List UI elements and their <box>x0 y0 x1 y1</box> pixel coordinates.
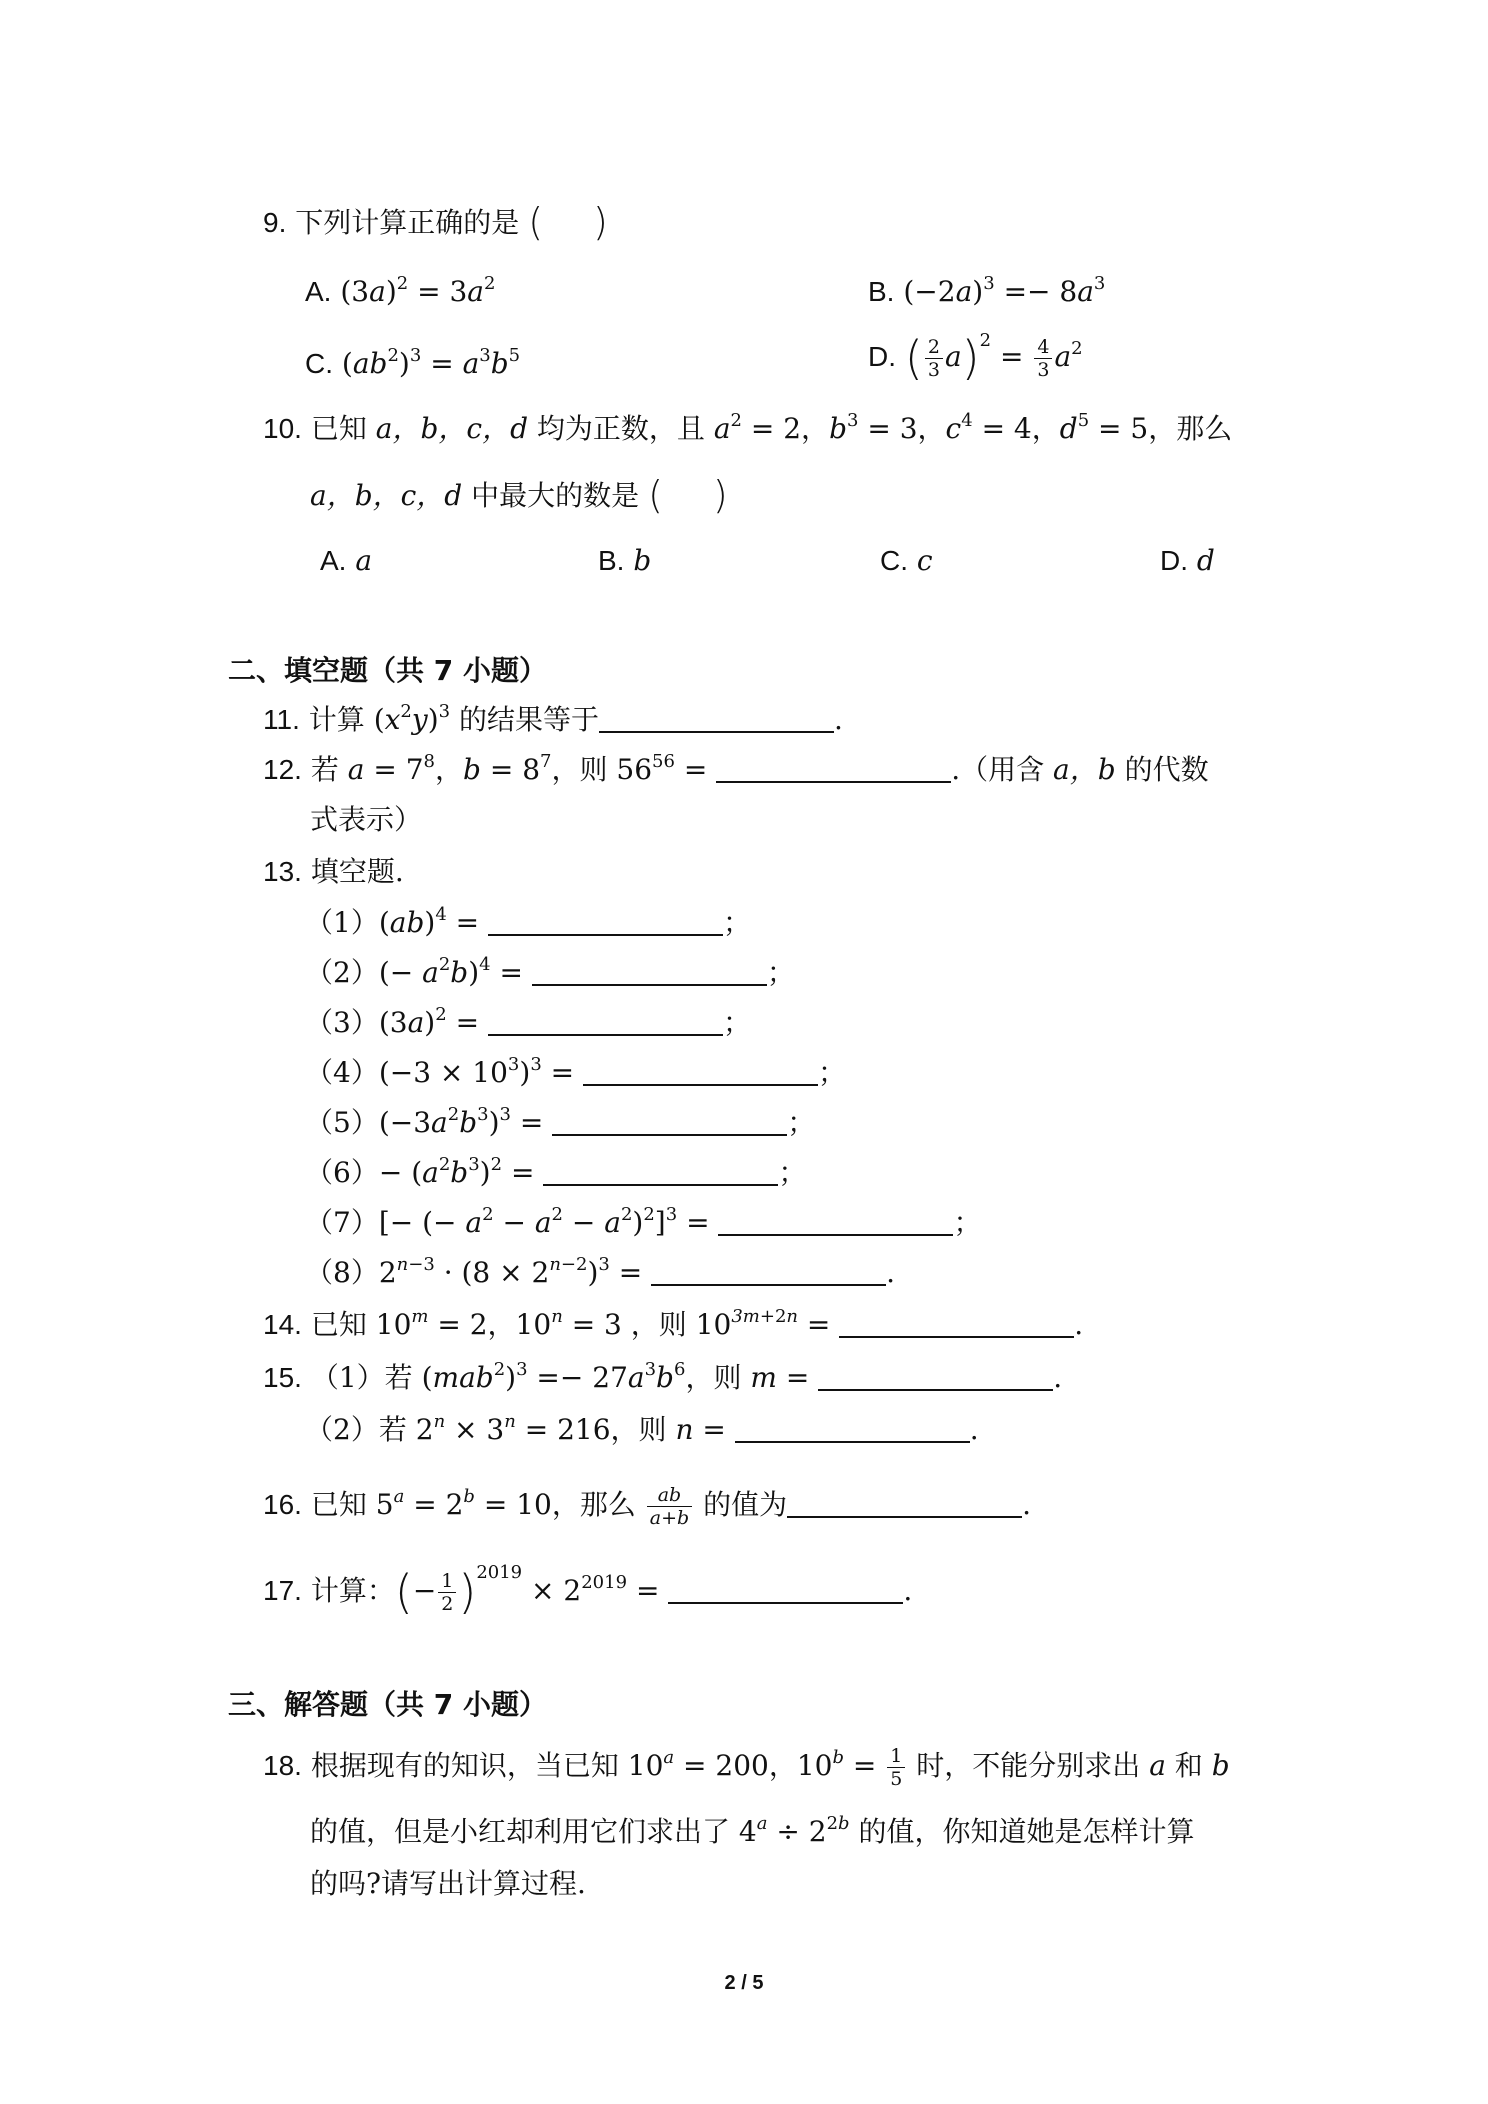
question-13-item-1: （1）(ab)$^4$ = ； <box>305 904 752 939</box>
question-14: 14. 已知 $10^m = 2$，$10^n = 3$ ，则 $10^{3m+2n}$ = . <box>263 1306 1084 1341</box>
question-9-option-a: A. $(3a)^2 = 3a^2$ <box>305 273 496 308</box>
page-number: 2 / 5 <box>724 1972 764 1994</box>
question-18-line2: 的值，但是小红却利用它们求出了 $4^a \div 2^{2b}$ 的值，你知道她是怎样计算 <box>310 1813 1195 1848</box>
question-10-stem-line2: a，b，c，d 中最大的数是 ( ) <box>310 473 728 517</box>
section-3-heading: 三、解答题（共 7 小题） <box>228 1688 547 1721</box>
question-18-line3: 的吗?请写出计算过程. <box>310 1867 586 1900</box>
answer-blank[interactable] <box>839 1306 1074 1338</box>
question-10-option-c: C. c <box>880 544 933 577</box>
question-10-option-a: A. a <box>320 544 373 577</box>
answer-blank[interactable] <box>488 1004 723 1036</box>
question-10-option-b: B. b <box>598 544 652 577</box>
question-15-part-1: 15. （1）若 $(mab^2)^3 =- 27a^3b^6$，则 m = . <box>263 1359 1063 1394</box>
question-18-line1: 18. 根据现有的知识，当已知 $10^a = 200$，$10^b$ = $\frac{1}{5}$ 时，不能分别求出 a 和 b <box>263 1745 1230 1790</box>
answer-blank[interactable] <box>543 1154 778 1186</box>
answer-blank[interactable] <box>651 1254 886 1286</box>
question-9-option-d: D. ( $\frac{2}{3}$ a)$^2$ = $\frac{4}{3}$ $a^2$ <box>868 330 1083 385</box>
question-15-part-2: （2）若 $2^n \times 3^n = 216$，则 n = . <box>305 1411 979 1446</box>
answer-blank[interactable] <box>787 1486 1022 1518</box>
question-13-item-3: $(3)(3a)^2$ = ； <box>305 1004 751 1039</box>
answer-blank[interactable] <box>552 1104 787 1136</box>
answer-blank[interactable] <box>488 904 723 936</box>
question-12-line2: 式表示） <box>310 803 423 836</box>
question-12: 12. 若 $a = 7^8$，$b = 8^7$，则 $56^{56}$ = .（用含 a，b 的代数 <box>263 751 1209 786</box>
answer-blank[interactable] <box>735 1411 970 1443</box>
answer-blank[interactable] <box>716 751 951 783</box>
question-13-item-6: $(6)- (a^2b^3)^2$ = ； <box>305 1154 807 1189</box>
question-9-stem: 9. 下列计算正确的是 ( ) <box>263 200 608 244</box>
question-13-item-5: $(5)(-3a^2b^3)^3$ = ； <box>305 1104 816 1139</box>
question-10-stem: 10. 已知 a，b，c，d 均为正数，且 $a^2 = 2$，$b^3 = 3$，$c^4 = 4$，$d^5 = 5$，那么 <box>263 410 1233 445</box>
answer-blank[interactable] <box>599 701 834 733</box>
question-17: 17. 计算：(− $\frac{1}{2}$ )$^{2019} \times 2^{2019}$ = . <box>263 1562 913 1619</box>
question-13-stem: 13. 填空题. <box>263 855 404 888</box>
question-10-option-d: D. d <box>1160 544 1215 577</box>
answer-blank[interactable] <box>532 954 767 986</box>
section-2-heading: 二、填空题（共 7 小题） <box>228 654 547 687</box>
question-13-item-2: $(2)(- a^2b)^4$ = ； <box>305 954 795 989</box>
answer-blank[interactable] <box>583 1054 818 1086</box>
question-13-item-4: $(4)(-3 \times 10^3)^3$ = ； <box>305 1054 847 1089</box>
question-9-option-c: C. $(ab^2)^3 = a^3b^5$ <box>305 345 521 380</box>
question-11: 11. 计算 $(x^2y)^3$ 的结果等于 . <box>263 701 843 736</box>
question-13-item-8: $(8)2^{n-3} \cdot (8 \times 2^{n-2})^3$ = . <box>305 1254 896 1289</box>
answer-blank[interactable] <box>718 1204 953 1236</box>
answer-blank[interactable] <box>818 1359 1053 1391</box>
question-13-item-7: （7）[− (− $a^2 - a^2 - a^2)^2]^3$ = ； <box>305 1204 982 1239</box>
question-16: 16. 已知 $5^a = 2^b = 10$，那么 $\frac{ab}{a+b}$ 的值为 . <box>263 1484 1031 1529</box>
question-9-option-b: B. $(-2a)^3 =- 8a^3$ <box>868 273 1106 308</box>
answer-blank[interactable] <box>668 1572 903 1604</box>
